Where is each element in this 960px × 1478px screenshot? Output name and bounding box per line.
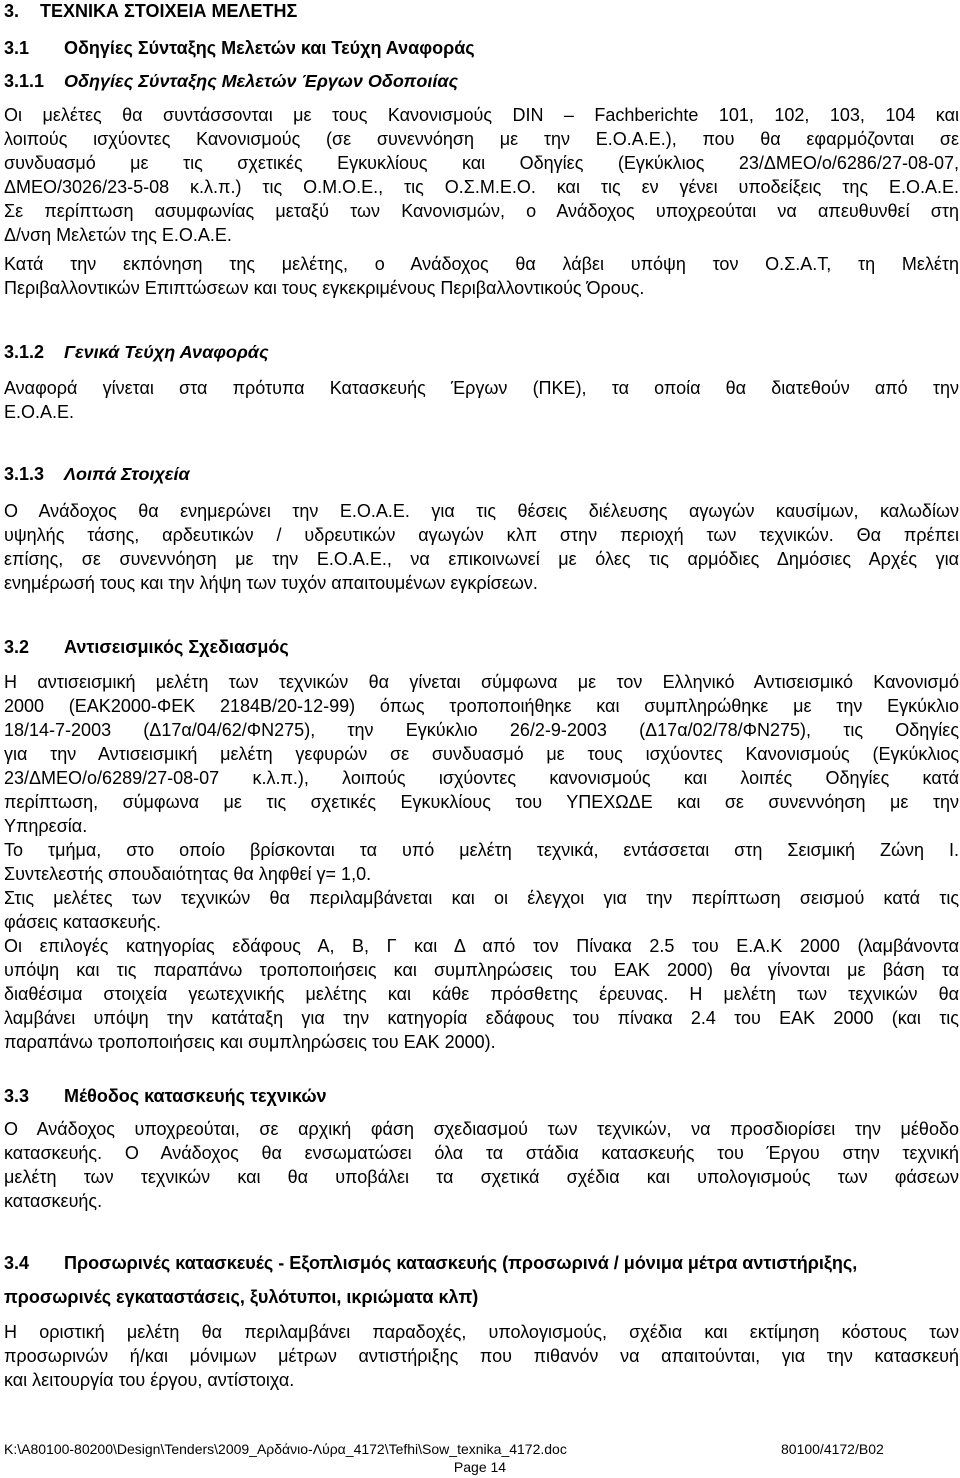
paragraph-seismic-design xyxy=(4,670,959,838)
text-line: Οι επιλογές κατηγορίας εδάφους Α, Β, Γ και Δ από τον Πίνακα 2.5 του Ε.Α.Κ 2000 (λαμβάνοντα xyxy=(4,936,959,956)
heading-title-continued: προσωρινές εγκαταστάσεις, ξυλότυποι, ικριώματα κλπ) xyxy=(4,1287,479,1307)
paragraph-other-data xyxy=(4,499,959,595)
text-line: λοιπούς ισχύοντες Κανονισμούς (σε συνεννόηση με την Ε.Ο.Α.Ε.), που θα εφαρμόζονται σε xyxy=(4,129,959,149)
heading-section-3-1 xyxy=(4,37,475,59)
heading-number: 3.1.2 xyxy=(4,342,45,362)
heading-section-3-1-3 xyxy=(4,463,190,485)
text-line: 2000 (ΕΑΚ2000-ΦΕΚ 2184Β/20-12-99) όπως τροποποιήθηκε και συμπληρώθηκε με την Εγκύκλιο xyxy=(4,696,959,716)
text-line: παραπάνω τροποποιήσεις και συμπληρώσεις του ΕΑΚ 2000). xyxy=(4,1032,496,1052)
heading-section-3-3 xyxy=(4,1085,327,1107)
text-line: Υπηρεσία. xyxy=(4,816,88,836)
text-line: Δ/νση Μελετών της Ε.Ο.Α.Ε. xyxy=(4,225,232,245)
heading-title: Οδηγίες Σύνταξης Μελετών Έργων Οδοποιίας xyxy=(64,71,459,91)
paragraph-construction-phases xyxy=(4,886,959,934)
text-line: Ε.Ο.Α.Ε. xyxy=(4,402,75,422)
heading-section-3 xyxy=(4,0,297,22)
text-line: ενημέρωσή τους και την λήψη των τυχόν απαιτουμένων εγκρίσεων. xyxy=(4,573,538,593)
heading-section-3-4 xyxy=(4,1252,857,1274)
heading-number: 3. xyxy=(4,1,20,21)
heading-title: Γενικά Τεύχη Αναφοράς xyxy=(64,342,269,362)
text-line: Αναφορά γίνεται στα πρότυπα Κατασκευής Έργων (ΠΚΕ), τα οποία θα διατεθούν από την xyxy=(4,378,959,398)
heading-number: 3.1 xyxy=(4,38,30,58)
text-line: 23/ΔΜΕΟ/ο/6289/27-08-07 κ.λ.π.), λοιπούς ισχύοντες κανονισμούς και λοιπές Οδηγίες κατά xyxy=(4,768,959,788)
text-line: 18/14-7-2003 (Δ17α/04/62/ΦΝ275), την Εγκύκλιο 26/2-9-2003 (Δ17α/02/78/ΦΝ275), τις Οδηγίες xyxy=(4,720,959,740)
text-line: κατασκευής. xyxy=(4,1191,103,1211)
text-line: Η οριστική μελέτη θα περιλαμβάνει παραδοχές, υπολογισμούς, σχέδια και εκτίμηση κόστους των xyxy=(4,1322,959,1342)
text-line: Περιβαλλοντικών Επιπτώσεων και τους εγκεκριμένους Περιβαλλοντικούς Όρους. xyxy=(4,278,645,298)
text-line: Στις μελέτες των τεχνικών θα περιλαμβάνεται και οι έλεγχοι για την περίπτωση σεισμού κατά τις xyxy=(4,888,959,908)
heading-section-3-2 xyxy=(4,636,289,658)
heading-number: 3.1.1 xyxy=(4,71,45,91)
footer-document-code: 80100/4172/B02 xyxy=(781,1441,884,1457)
heading-section-3-1-2 xyxy=(4,341,269,363)
text-line: Ο Ανάδοχος θα ενημερώνει την Ε.Ο.Α.Ε. για τις θέσεις διέλευσης αγωγών καυσίμων, καλωδίων xyxy=(4,501,959,521)
text-line: φάσεις κατασκευής. xyxy=(4,912,161,932)
text-line: Συντελεστής σπουδαιότητας θα ληφθεί γ= 1,0. xyxy=(4,864,372,884)
paragraph-din-standards xyxy=(4,103,959,247)
text-line: για την Αντισεισμική μελέτη γεφυρών σε συνδυασμό με τους ισχύοντες Κανονισμούς (Εγκύκλιος xyxy=(4,744,959,764)
heading-section-3-4-continued xyxy=(4,1286,478,1308)
heading-title: Οδηγίες Σύνταξης Μελετών και Τεύχη Αναφοράς xyxy=(64,38,475,58)
text-line: υψηλής τάσης, αρδευτικών / υδρευτικών αγωγών κλπ στην περιοχή των τεχνικών. Θα πρέπει xyxy=(4,525,959,545)
text-line: Κατά την εκπόνηση της μελέτης, ο Ανάδοχος θα λάβει υπόψη τον Ο.Σ.Α.Τ, τη Μελέτη xyxy=(4,254,959,274)
text-line: επίσης, σε συνεννόηση με την Ε.Ο.Α.Ε., να επικοινωνεί με όλες τις αρμόδιες Δημόσιες Αρχές για xyxy=(4,549,959,569)
text-line: Η αντισεισμική μελέτη των τεχνικών θα γίνεται σύμφωνα με τον Ελληνικό Αντισεισμικό Κανονισμό xyxy=(4,672,959,692)
heading-number: 3.3 xyxy=(4,1086,30,1106)
paragraph-construction-method xyxy=(4,1117,959,1213)
paragraph-reference-volumes xyxy=(4,376,959,424)
heading-number: 3.2 xyxy=(4,637,30,657)
text-line: Σε περίπτωση ασυμφωνίας μεταξύ των Κανονισμών, ο Ανάδοχος υποχρεούται να απευθυνθεί στη xyxy=(4,201,959,221)
text-line: λαμβάνει υπόψη την κατάταξη για την κατηγορία εδάφους του πίνακα 2.4 του ΕΑΚ 2000 (και τις xyxy=(4,1008,959,1028)
heading-section-3-1-1 xyxy=(4,70,458,92)
heading-number: 3.4 xyxy=(4,1253,30,1273)
footer-page-number: Page 14 xyxy=(453,1459,507,1475)
heading-title: Αντισεισμικός Σχεδιασμός xyxy=(64,637,289,657)
paragraph-seismic-zone xyxy=(4,838,959,886)
text-line: περίπτωση, σύμφωνα με τις σχετικές Εγκυκλίους του ΥΠΕΧΩΔΕ και σε συνεννόηση με την xyxy=(4,792,959,812)
heading-title: ΤΕΧΝΙΚΑ ΣΤΟΙΧΕΙΑ ΜΕΛΕΤΗΣ xyxy=(40,1,298,21)
heading-title: Μέθοδος κατασκευής τεχνικών xyxy=(64,1086,327,1106)
text-line: προσωρινών ή/και μόνιμων μέτρων αντιστήριξης που πιθανόν να απαιτούνται, για την κατασκευή xyxy=(4,1346,959,1366)
paragraph-environmental xyxy=(4,252,959,300)
text-line: Το τμήμα, στο οποίο βρίσκονται τα υπό μελέτη τεχνικά, εντάσσεται στη Σεισμική Ζώνη Ι. xyxy=(4,840,959,860)
paragraph-soil-categories xyxy=(4,934,959,1054)
heading-number: 3.1.3 xyxy=(4,464,45,484)
text-line: Οι μελέτες θα συντάσσονται με τους Κανονισμούς DIN – Fachberichte 101, 102, 103, 104 και xyxy=(4,105,959,125)
text-line: κατασκευής. Ο Ανάδοχος θα ενσωματώσει όλα τα στάδια κατασκευής του Έργου στην τεχνική xyxy=(4,1143,959,1163)
heading-title: Προσωρινές κατασκευές - Εξοπλισμός κατασκευής (προσωρινά / μόνιμα μέτρα αντιστήριξης, xyxy=(64,1253,858,1273)
text-line: μελέτη των τεχνικών και θα υποβάλει τα σχετικά σχέδια και υπολογισμούς των φάσεων xyxy=(4,1167,959,1187)
text-line: συνδυασμό με τις σχετικές Εγκυκλίους και Οδηγίες (Εγκύκλιος 23/ΔΜΕΟ/ο/6286/27-08-07, xyxy=(4,153,959,173)
heading-title: Λοιπά Στοιχεία xyxy=(64,464,190,484)
text-line: και λειτουργία του έργου, αντίστοιχα. xyxy=(4,1370,295,1390)
footer-file-path: K:\A80100-80200\Design\Tenders\2009_Αρδάνιο-Λύρα_4172\Tefhi\Sow_texnika_4172.doc xyxy=(4,1441,567,1457)
text-line: υπόψη και τις παραπάνω τροποποιήσεις και συμπληρώσεις του ΕΑΚ 2000) θα γίνονται με βάση τα xyxy=(4,960,959,980)
text-line: διαθέσιμα στοιχεία γεωτεχνικής μελέτης και κάθε πρόσθετης έρευνας. Η μελέτη των τεχνικών θα xyxy=(4,984,959,1004)
paragraph-temporary-works xyxy=(4,1320,959,1392)
text-line: Ο Ανάδοχος υποχρεούται, σε αρχική φάση σχεδιασμού των τεχνικών, να προσδιορίσει την μέθοδο xyxy=(4,1119,959,1139)
text-line: ΔΜΕΟ/3026/23-5-08 κ.λ.π.) τις Ο.Μ.Ο.Ε., τις Ο.Σ.Μ.Ε.Ο. και τις εν γένει υποδείξεις της Ε.Ο.Α.Ε. xyxy=(4,177,959,197)
